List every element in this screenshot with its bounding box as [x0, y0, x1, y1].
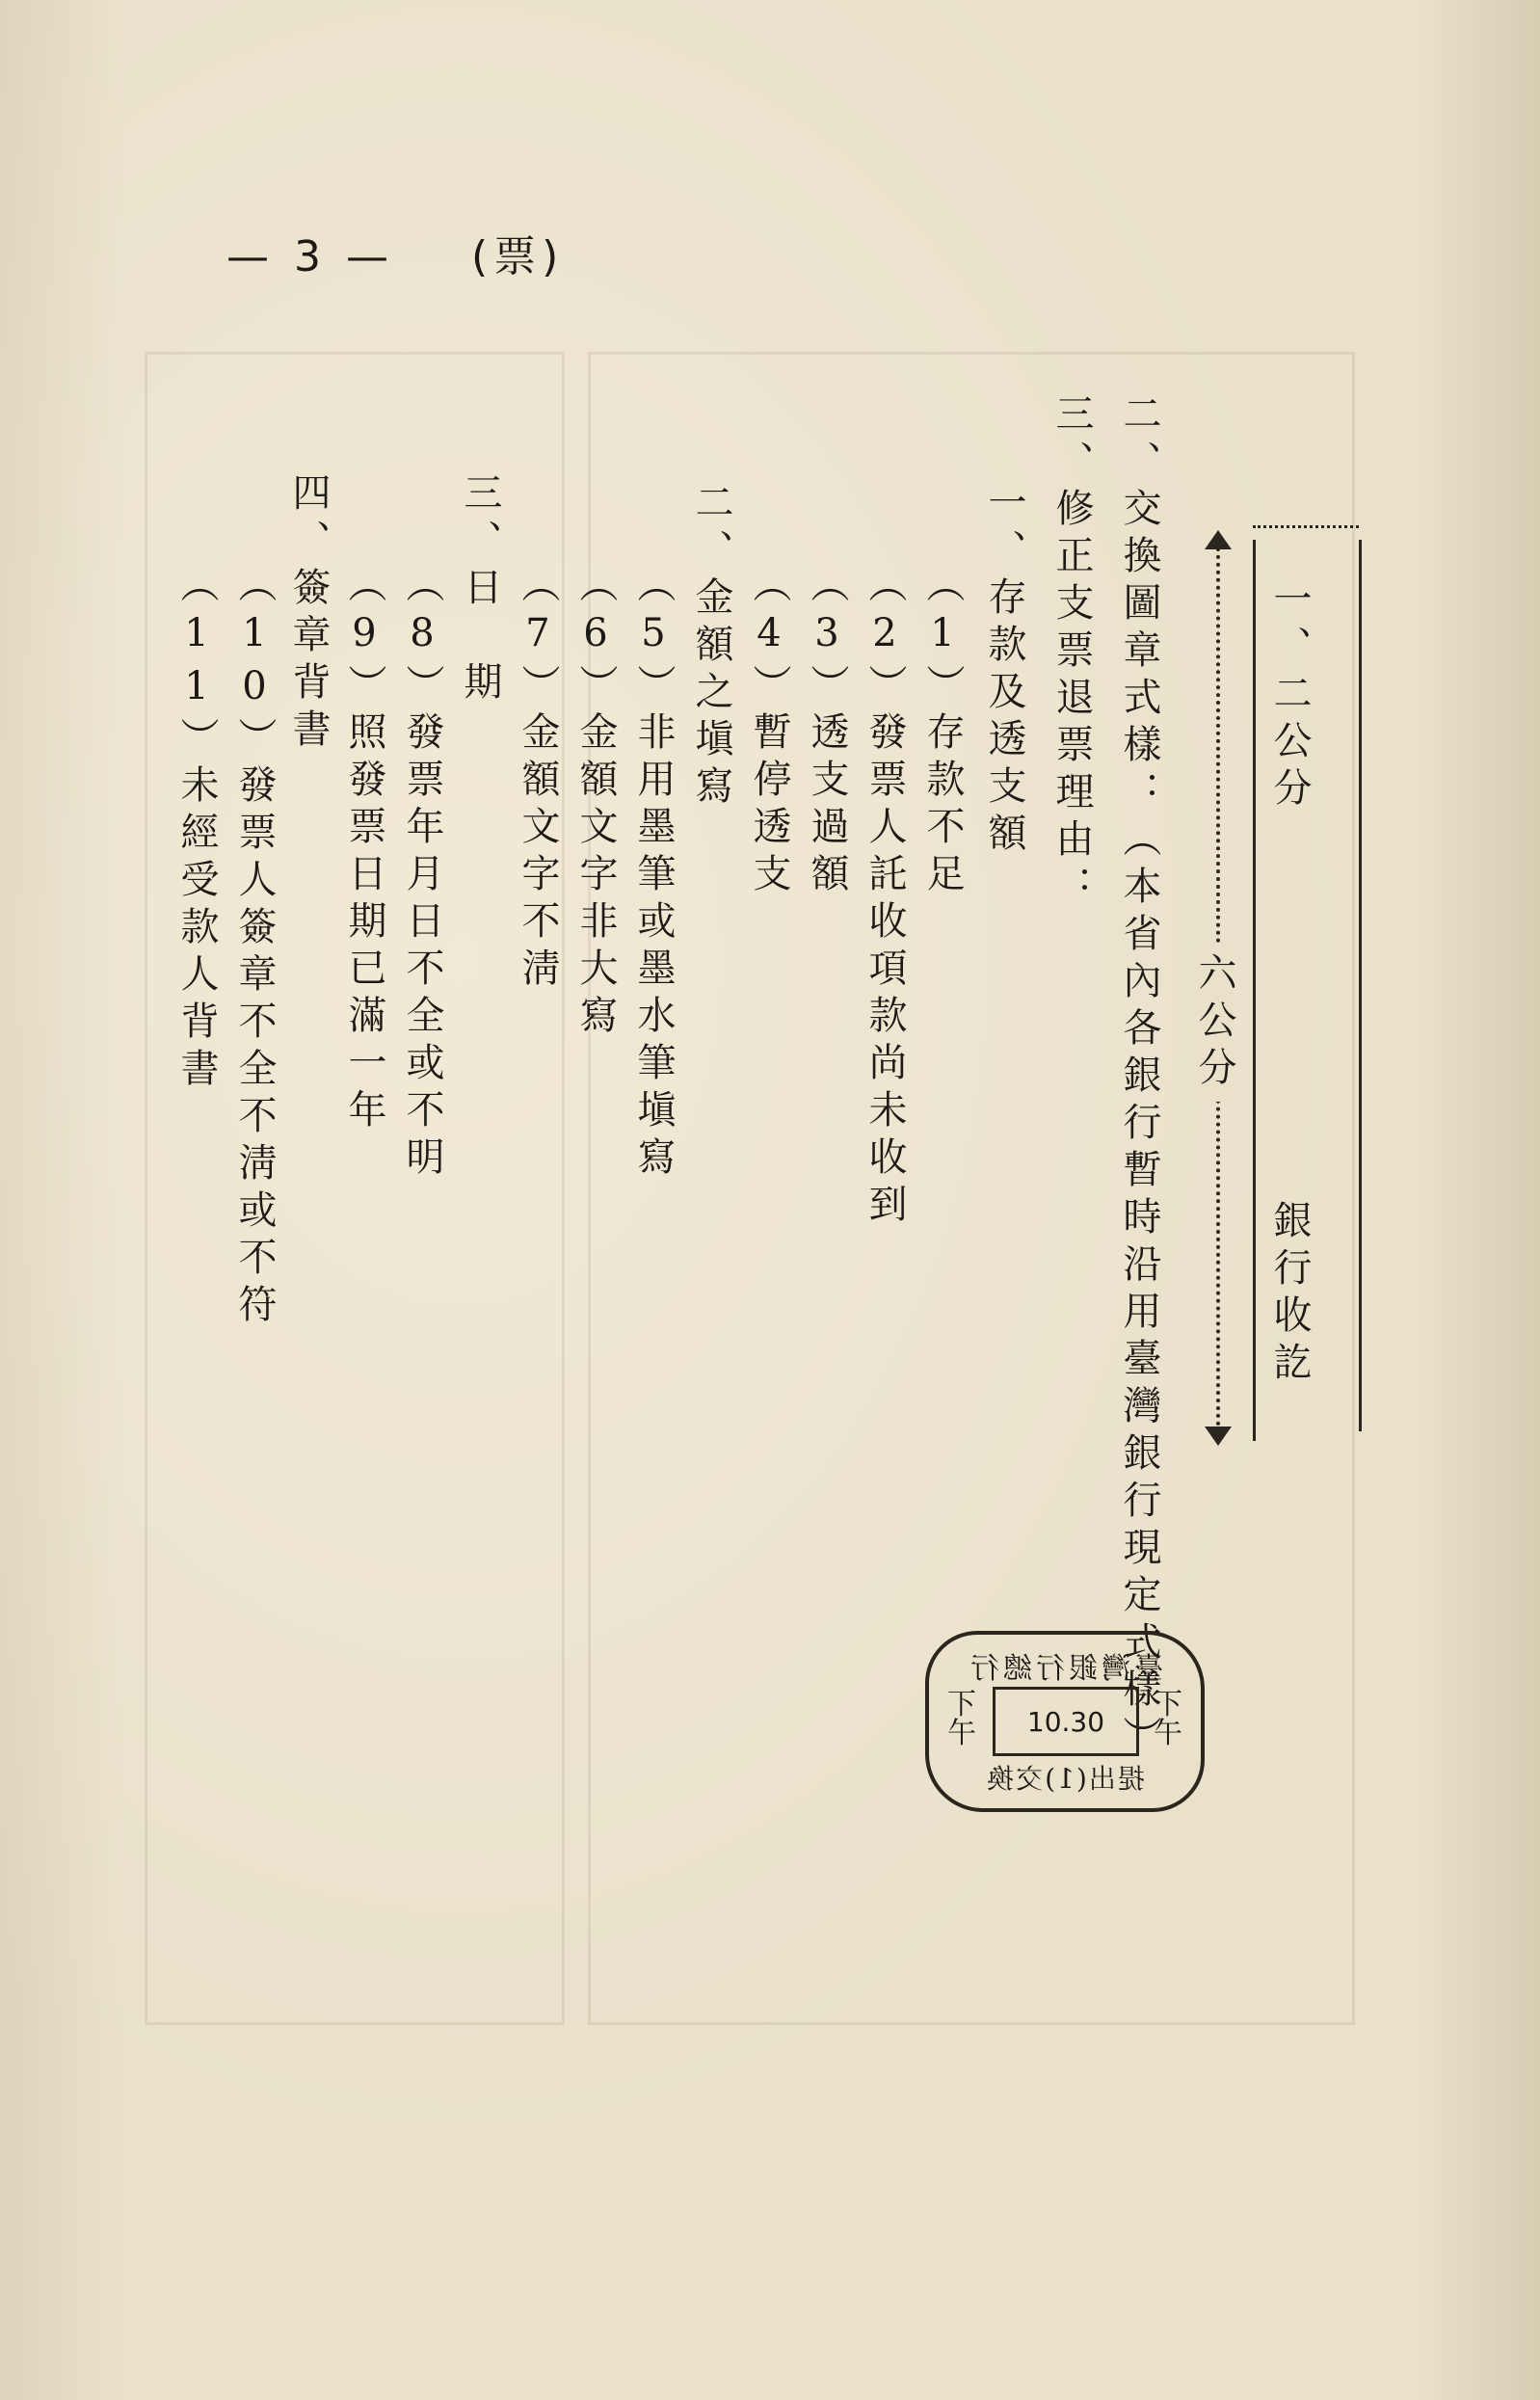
- clearing-stamp: [925, 1631, 1205, 1812]
- stamp-left-text: 下午: [947, 1688, 976, 1750]
- width-dimension-line: [1253, 525, 1359, 528]
- stamp-exchange-label: 提出(1)交換: [985, 1763, 1145, 1795]
- receipt-label: 銀行收訖: [1267, 1200, 1312, 1389]
- arrow-down-icon: [1205, 1427, 1232, 1446]
- reason-3: （3）透支過額: [805, 564, 849, 900]
- reason-6: （6）金額文字非大寫: [573, 564, 618, 1042]
- page-number: — 3 —: [226, 232, 394, 281]
- width-label: 一、二公分: [1267, 578, 1312, 814]
- stamp-date-box: [993, 1687, 1139, 1756]
- reason-9: （9）照發票日期已滿一年: [342, 564, 386, 1136]
- stamp-left-label: [944, 1688, 979, 1750]
- slip-border-left: [1253, 540, 1256, 1441]
- reason-4: （4）暫停透支: [747, 564, 791, 900]
- item-3-rejection-reasons: 三、修正支票退票理由：: [1049, 393, 1094, 913]
- page-header: [226, 222, 564, 283]
- sub-4-signature: 四、簽章背書: [286, 472, 331, 756]
- stamp-right-text: 下午: [1154, 1688, 1182, 1750]
- reason-10: （10）發票人簽章不全不淸或不符: [232, 564, 277, 1331]
- stamp-bank-name: 臺灣銀行總行: [967, 1652, 1163, 1686]
- section-tag: (票): [470, 232, 565, 281]
- reason-7: （7）金額文字不淸: [516, 564, 560, 995]
- slip-border-right: [1359, 540, 1362, 1431]
- item-2-exchange-seal: 二、交換圖章式樣：（本省內各銀行暫時沿用臺灣銀行現定式樣）: [1117, 393, 1161, 1763]
- reason-1: （1）存款不足: [920, 564, 965, 900]
- sub-3-date: 三、日 期: [458, 472, 502, 708]
- reason-8: （8）發票年月日不全或不明: [400, 564, 444, 1184]
- sub-2-amount: 二、金額之塡寫: [689, 482, 733, 813]
- stamp-right-label: [1151, 1688, 1185, 1750]
- reason-11: （11）未經受款人背書: [174, 564, 219, 1095]
- reason-5: （5）非用墨筆或墨水筆塡寫: [631, 564, 676, 1184]
- stamp-date: 10.30: [1026, 1705, 1105, 1738]
- reason-2: （2）發票人託收項款尚未收到: [863, 564, 907, 1231]
- sub-1-deposit: 一、存款及透支額: [982, 482, 1026, 860]
- length-label: 六公分: [1195, 945, 1234, 1102]
